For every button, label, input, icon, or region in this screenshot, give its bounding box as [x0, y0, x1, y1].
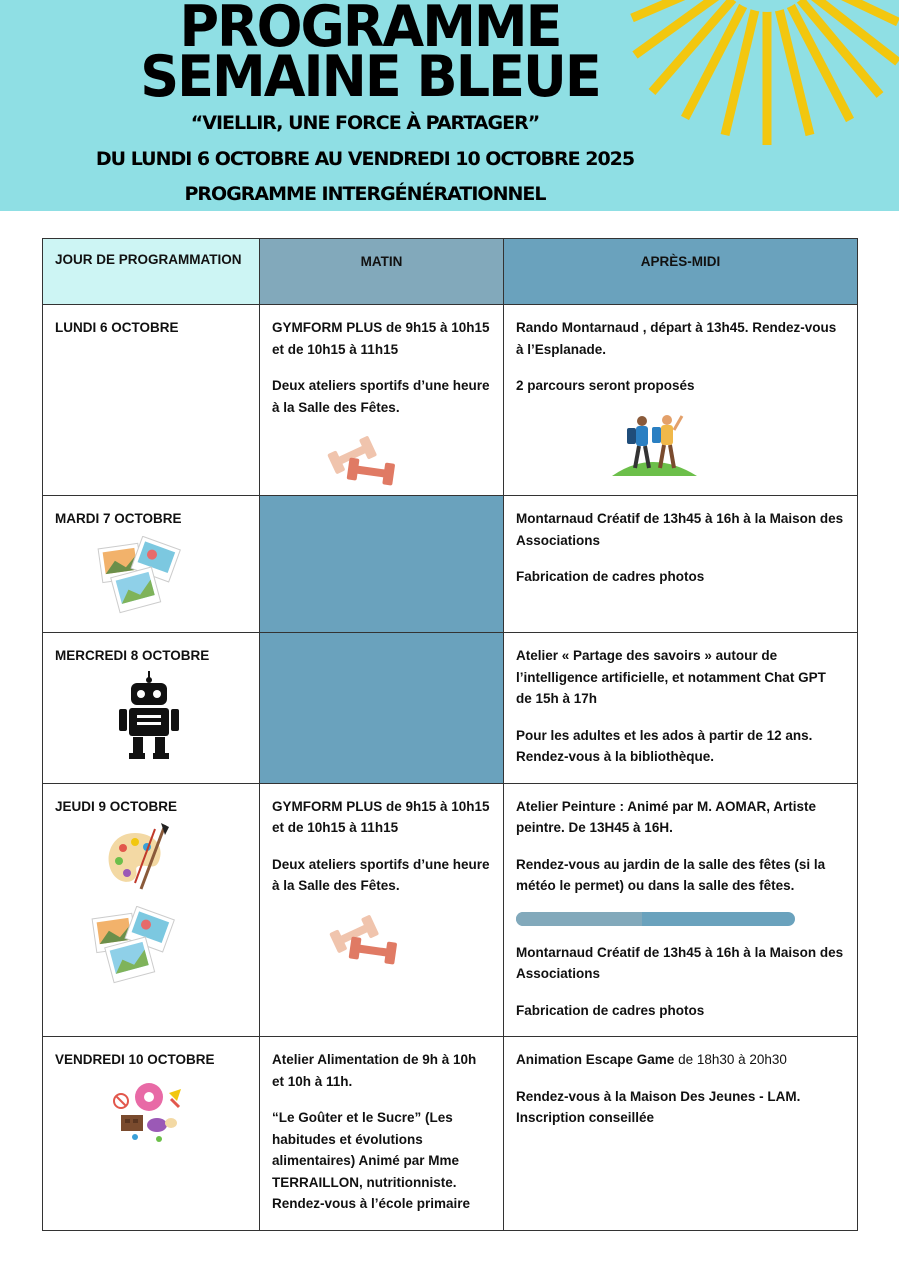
slogan: “VIELLIR, UNE FORCE À PARTAGER”	[190, 112, 540, 134]
dumbbell-icon	[326, 912, 416, 972]
morning-empty-cell	[260, 633, 504, 784]
table-row	[43, 633, 858, 784]
morning-text: GYMFORM PLUS de 9h15 à 10h15 et de 10h15 à 11h15	[272, 798, 490, 835]
day-label: MERCREDI 8 OCTOBRE	[55, 648, 210, 663]
header-morning: MATIN	[260, 239, 504, 305]
sweets-icon	[111, 1079, 186, 1144]
morning-text: Deux ateliers sportifs d’une heure à la Salle des Fêtes.	[272, 378, 490, 415]
photos-icon	[95, 536, 185, 616]
afternoon-text: Rendez-vous au jardin de la salle des fêtes (si la météo le permet) ou dans la salle des fêtes.	[516, 856, 826, 893]
afternoon-text: Atelier Peinture : Animé par M. AOMAR, Artiste peintre. De 13H45 à 16H.	[516, 798, 817, 835]
robot-icon	[119, 671, 179, 761]
afternoon-text: 2 parcours seront proposés	[516, 378, 695, 393]
day-cell	[43, 496, 260, 633]
afternoon-text: Rando Montarnaud , départ à 13h45. Rendez-vous à l’Esplanade.	[516, 320, 837, 357]
day-label: MARDI 7 OCTOBRE	[55, 511, 182, 526]
date-range: DU LUNDI 6 OCTOBRE AU VENDREDI 10 OCTOBRE 2025	[95, 148, 635, 170]
morning-cell	[260, 305, 504, 496]
afternoon-text: Fabrication de cadres photos	[516, 1002, 705, 1018]
header-day: JOUR DE PROGRAMMATION	[43, 239, 260, 305]
day-label: LUNDI 6 OCTOBRE	[55, 320, 179, 335]
program-table	[42, 238, 858, 1231]
afternoon-title-bold: Animation Escape Game	[516, 1052, 675, 1067]
table-row	[43, 496, 858, 633]
dumbbell-icon	[324, 433, 414, 493]
sun-icon	[630, 0, 899, 150]
afternoon-cell	[504, 1037, 858, 1231]
morning-text: Atelier Alimentation de 9h à 10h et 10h à 11h.	[272, 1052, 477, 1089]
morning-empty-cell	[260, 496, 504, 633]
day-label: JEUDI 9 OCTOBRE	[55, 798, 178, 814]
day-cell	[43, 305, 260, 496]
divider-bar-fill	[516, 912, 642, 926]
afternoon-text: Fabrication de cadres photos	[516, 569, 705, 584]
title-line-2: SEMAINE BLEUE	[140, 43, 600, 110]
afternoon-text: Montarnaud Créatif de 13h45 à 16h à la Maison des Associations	[516, 944, 844, 981]
photos-icon	[89, 906, 179, 986]
hikers-icon	[612, 408, 702, 478]
header-afternoon: APRÈS-MIDI	[504, 239, 858, 305]
afternoon-cell	[504, 633, 858, 784]
afternoon-cell	[504, 496, 858, 633]
day-label: VENDREDI 10 OCTOBRE	[55, 1052, 215, 1067]
afternoon-text: Montarnaud Créatif de 13h45 à 16h à la Maison des Associations	[516, 511, 844, 548]
palette-icon	[105, 823, 175, 898]
header-banner	[0, 0, 899, 211]
table-header-row	[43, 239, 858, 305]
morning-text: “Le Goûter et le Sucre” (Les habitudes et évolutions alimentaires) Animé par Mme TERRAILLON, nutritionniste. Rendez-vous à l’école primaire	[272, 1110, 471, 1211]
morning-text: GYMFORM PLUS de 9h15 à 10h15 et de 10h15 à 11h15	[272, 320, 490, 357]
program-subtitle: PROGRAMME INTERGÉNÉRATIONNEL	[184, 183, 546, 205]
afternoon-title	[516, 1049, 845, 1071]
afternoon-cell	[504, 305, 858, 496]
table-row	[43, 305, 858, 496]
afternoon-cell	[504, 783, 858, 1037]
morning-cell	[260, 783, 504, 1037]
day-cell	[43, 633, 260, 784]
title-line-1: PROGRAMME	[179, 0, 561, 60]
afternoon-text: Pour les adultes et les ados à partir de 12 ans. Rendez-vous à la bibliothèque.	[516, 727, 813, 764]
day-cell	[43, 783, 260, 1037]
table-row	[43, 783, 858, 1037]
afternoon-text: Rendez-vous à la Maison Des Jeunes - LAM. Inscription conseillée	[516, 1088, 801, 1125]
afternoon-title-rest: de 18h30 à 20h30	[674, 1052, 787, 1067]
morning-cell	[260, 1037, 504, 1231]
morning-text: Deux ateliers sportifs d’une heure à la Salle des Fêtes.	[272, 856, 490, 893]
table-row	[43, 1037, 858, 1231]
divider-bar	[516, 912, 795, 926]
afternoon-text: Atelier « Partage des savoirs » autour de l’intelligence artificielle, et notamment Chat GPT de 15h à 17h	[516, 648, 826, 706]
day-cell	[43, 1037, 260, 1231]
